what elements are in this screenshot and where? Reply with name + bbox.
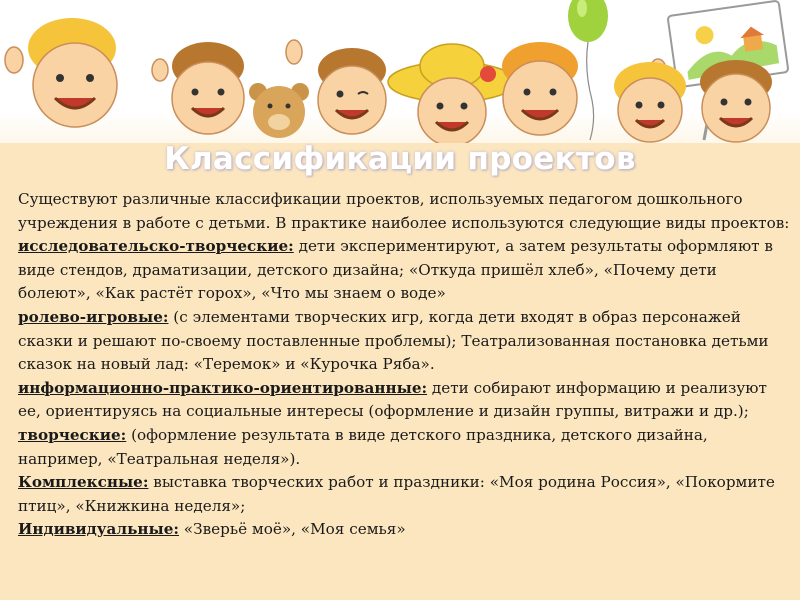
slide-title: Классификации проектов (164, 141, 636, 177)
list-item (18, 377, 794, 424)
child-face-icon (418, 78, 486, 146)
item-term: Индивидуальные: (18, 520, 179, 539)
item-text: дети экспериментируют, а затем результаты оформляют в виде стендов, драматизации, детского дизайна; «Откуда пришёл хлеб», «Почему дети болеют», «Как растёт горох», «Что мы знаем о воде» (18, 237, 773, 303)
child-face-icon (172, 42, 244, 134)
item-term: ролево-игровые: (18, 307, 169, 326)
item-term: информационно-практико-ориентированные: (18, 378, 428, 397)
intro-paragraph: Существуют различные классификации проектов, используемых педагогом дошкольного учреждения в работе с детьми. В практике наиболее используются следующие виды проектов: (18, 190, 790, 232)
item-term: Комплексные: (18, 473, 149, 492)
child-face-icon (318, 48, 386, 134)
child-face-icon (502, 42, 578, 135)
list-item (18, 424, 794, 471)
item-text: «Зверьё моё», «Моя семья» (178, 520, 406, 539)
child-face-icon (700, 60, 772, 142)
slide-body (18, 188, 794, 542)
item-text: выставка творческих работ и праздники: «Моя родина Россия», «Покормите птиц», «Книжкина неделя»; (18, 473, 775, 515)
list-item (18, 471, 794, 518)
item-text: (с элементами творческих игр, когда дети входят в образ персонажей сказки и решают по-своему поставленные проблемы); Театрализованная постановка детьми сказок на новый лад: «Теремок» и «Курочка Ряба». (18, 307, 769, 374)
list-item (18, 518, 794, 542)
item-term: исследовательско-творческие: (18, 237, 294, 256)
item-text: (оформление результата в виде детского праздника, детского дизайна, например, «Театральная неделя»). (18, 425, 708, 468)
item-text: дети собирают информацию и реализуют ее, ориентируясь на социальные интересы (оформление и дизайн группы, витражи и др.); (18, 378, 767, 421)
child-face-icon (614, 62, 686, 142)
children-illustration (0, 0, 800, 160)
list-item (18, 306, 794, 377)
child-face-icon (28, 18, 117, 127)
item-term: творческие: (18, 425, 127, 444)
teddy-bear-icon (249, 83, 309, 138)
list-item (18, 235, 794, 306)
